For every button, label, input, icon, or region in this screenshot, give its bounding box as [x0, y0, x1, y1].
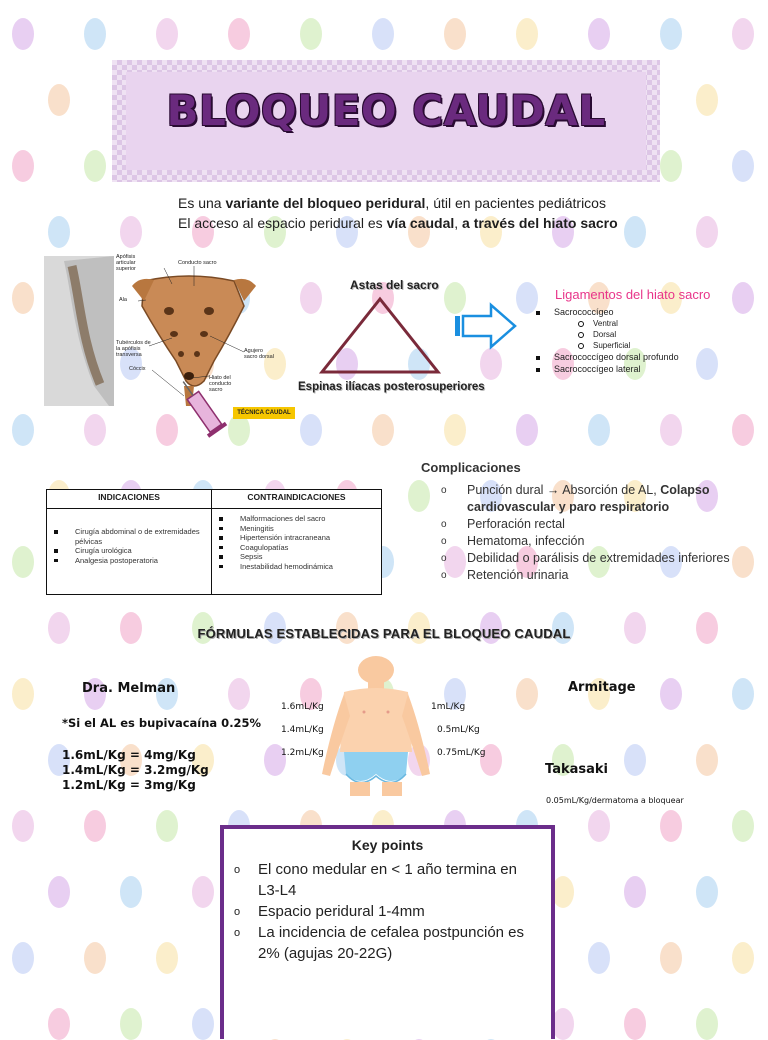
child-dose-right: 0.75mL/Kg: [437, 748, 486, 758]
polka-dot: [228, 18, 250, 50]
polka-dot: [732, 150, 754, 182]
complicaciones-list: [441, 482, 761, 584]
list-item: o Perforación rectal: [441, 516, 761, 533]
polka-dot: [192, 1008, 214, 1040]
list-item: o La incidencia de cefalea postpunción es 2% (agujas 20-22G): [232, 922, 538, 964]
polka-dot: [372, 414, 394, 446]
intro-line2-pre: El acceso al espacio peridural es: [178, 215, 387, 231]
polka-dot: [732, 18, 754, 50]
polka-dot: [624, 216, 646, 248]
polka-dot: [228, 678, 250, 710]
polka-dot: [696, 1008, 718, 1040]
polka-dot: [48, 1008, 70, 1040]
polka-dot: [588, 414, 610, 446]
list-item-label: Sacrococcígeo lateral: [554, 364, 641, 374]
list-item: [441, 482, 761, 516]
intro-line-1: [178, 193, 618, 213]
key-points-list: [232, 859, 538, 964]
list-item: o Debilidad o parálisis de extremidades inferiores: [441, 550, 761, 567]
list-item-label: Sacrococcígeo dorsal profundo: [554, 352, 679, 362]
sub-list-item-label: Superficial: [593, 341, 631, 350]
armitage-heading: Armitage: [568, 680, 636, 695]
polka-dot: [732, 282, 754, 314]
intro-line1-post: , útil en pacientes pediátricos: [425, 195, 606, 211]
intro-line1-bold: variante del bloqueo peridural: [225, 195, 426, 211]
polka-dot: [84, 810, 106, 842]
polka-dot: [732, 810, 754, 842]
indications-table: [46, 489, 382, 595]
takasaki-formula: 0.05mL/Kg/dermatoma a bloquear: [546, 796, 684, 805]
formulas-title: FÓRMULAS ESTABLECIDAS PARA EL BLOQUEO CAUDAL: [197, 626, 571, 641]
polka-dot: [480, 348, 502, 380]
sub-list-item-label: Ventral: [593, 319, 618, 328]
sub-list-item: [536, 329, 679, 340]
polka-dot: [84, 18, 106, 50]
key-points-title: Key points: [351, 837, 424, 853]
polka-dot: [660, 414, 682, 446]
polka-dot: [516, 678, 538, 710]
polka-dot: [372, 18, 394, 50]
polka-dot: [156, 942, 178, 974]
ligamentos-list: [536, 306, 679, 375]
polka-dot: [588, 942, 610, 974]
polka-dot: [660, 942, 682, 974]
intro-line2-bold1: vía caudal: [386, 215, 455, 231]
sub-list-item: [536, 318, 679, 329]
list-item: [536, 351, 679, 363]
polka-dot: [12, 414, 34, 446]
anatomy-label: Tubérculos de la apófisis transversa: [116, 340, 151, 358]
polka-dot: [12, 546, 34, 578]
polka-dot: [84, 942, 106, 974]
polka-dot: [696, 216, 718, 248]
list-item: [536, 306, 679, 318]
polka-dot: [12, 678, 34, 710]
list-item-label: Sacrococcígeo: [554, 307, 614, 317]
polka-dot: [120, 1008, 142, 1040]
polka-dot: [732, 678, 754, 710]
intro-line-2: [178, 213, 618, 233]
child-dose-right: 1mL/Kg: [431, 702, 466, 712]
table-row: Hipertensión intracraneana: [212, 533, 381, 543]
complicaciones-title: Complicaciones: [421, 460, 521, 475]
table-row: Coagulopatías: [212, 543, 381, 553]
melman-equation: 1.4mL/Kg = 3.2mg/Kg: [62, 763, 209, 777]
polka-dot: [444, 18, 466, 50]
arrow-icon: →: [546, 483, 560, 497]
polka-dot: [732, 942, 754, 974]
polka-dot: [696, 84, 718, 116]
polka-dot: [516, 282, 538, 314]
contraindicaciones-column: [212, 509, 381, 594]
list-item-bold: Colapso cardiovascular y paro respiratorio: [467, 483, 710, 514]
polka-dot: [660, 810, 682, 842]
triangle-bottom-label: Espinas ilíacas posterosuperiores: [298, 381, 485, 393]
child-body-illustration: [316, 656, 436, 796]
sub-list-item: [536, 340, 679, 351]
title-banner: [112, 60, 660, 182]
polka-dot: [624, 1008, 646, 1040]
list-item: o Espacio peridural 1-4mm: [232, 901, 538, 922]
anatomy-label: Cóccix: [129, 366, 146, 372]
intro-line2-bold2: a través del hiato sacro: [462, 215, 618, 231]
polka-dot: [660, 678, 682, 710]
list-item: [536, 363, 679, 375]
list-item: o Hematoma, infección: [441, 533, 761, 550]
indicaciones-column: [47, 509, 212, 594]
table-header-contraindicaciones: CONTRAINDICACIONES: [212, 490, 381, 509]
polka-dot: [696, 348, 718, 380]
table-row: Cirugía urológica: [47, 546, 211, 556]
intro-line1-pre: Es una: [178, 195, 226, 211]
polka-dot: [120, 876, 142, 908]
anatomy-label: Hiato del conducto sacro: [209, 375, 232, 393]
table-row: Analgesia postoperatoria: [47, 556, 211, 566]
polka-dot: [660, 18, 682, 50]
polka-dot: [516, 414, 538, 446]
takasaki-heading: Takasaki: [545, 762, 608, 777]
polka-dot: [48, 84, 70, 116]
polka-dot: [12, 810, 34, 842]
list-item: o Retención urinaria: [441, 567, 761, 584]
page-title: BLOQUEO CAUDAL: [166, 86, 606, 135]
polka-dot: [12, 942, 34, 974]
anatomy-label: Ala: [119, 297, 127, 303]
polka-dot: [12, 18, 34, 50]
table-row: Meningitis: [212, 524, 381, 534]
polka-dot: [408, 480, 430, 512]
anatomy-label: Apófisis articular superior: [116, 254, 136, 272]
polka-dot: [156, 810, 178, 842]
polka-dot: [444, 414, 466, 446]
list-item-text: Absorción de AL,: [559, 483, 661, 497]
list-item-text: Punción dural: [467, 483, 547, 497]
melman-heading: Dra. Melman: [82, 681, 176, 696]
polka-dot: [48, 876, 70, 908]
melman-equation: 1.2mL/Kg = 3mg/Kg: [62, 778, 196, 792]
triangle-top-label: Astas del sacro: [350, 278, 439, 292]
table-row: Sepsis: [212, 552, 381, 562]
right-arrow-icon: [455, 302, 517, 350]
table-row: Malformaciones del sacro: [212, 514, 381, 524]
intro-text: [178, 193, 618, 233]
table-header-indicaciones: INDICACIONES: [47, 490, 212, 509]
list-item: o El cono medular en < 1 año termina en L3-L4: [232, 859, 538, 901]
melman-equation: 1.6mL/Kg = 4mg/Kg: [62, 748, 196, 762]
key-points-box: [220, 825, 555, 1039]
polka-dot: [300, 18, 322, 50]
polka-dot: [660, 150, 682, 182]
polka-dot: [696, 744, 718, 776]
polka-dot: [588, 18, 610, 50]
sub-list-item-label: Dorsal: [593, 330, 617, 339]
child-dose-left: 1.2mL/Kg: [281, 748, 324, 758]
child-dose-right: 0.5mL/Kg: [437, 725, 480, 735]
polka-dot: [624, 744, 646, 776]
polka-dot: [552, 1008, 574, 1040]
polka-dot: [84, 150, 106, 182]
melman-note: *Si el AL es bupivacaína 0.25%: [62, 716, 262, 730]
child-dose-left: 1.4mL/Kg: [281, 725, 324, 735]
polka-dot: [552, 876, 574, 908]
polka-dot: [624, 876, 646, 908]
intro-line2-mid: ,: [454, 215, 463, 231]
polka-dot: [156, 18, 178, 50]
polka-dot: [696, 876, 718, 908]
polka-dot: [48, 216, 70, 248]
table-row: Cirugía abdominal o de extremidades pélvicas: [47, 527, 211, 546]
polka-dot: [12, 282, 34, 314]
polka-dot: [732, 414, 754, 446]
anatomy-label: Conducto sacro: [178, 260, 217, 266]
polka-dot: [12, 150, 34, 182]
ligamentos-title: Ligamentos del hiato sacro: [555, 287, 711, 302]
polka-dot: [120, 216, 142, 248]
tecnica-caudal-label: TÉCNICA CAUDAL: [233, 407, 295, 419]
polka-dot: [192, 876, 214, 908]
child-dose-left: 1.6mL/Kg: [281, 702, 324, 712]
anatomy-label: Agujero sacro dorsal: [244, 348, 274, 360]
landmark-triangle: [318, 296, 442, 376]
polka-dot: [300, 414, 322, 446]
table-row: Inestabilidad hemodinámica: [212, 562, 381, 572]
polka-dot: [516, 18, 538, 50]
polka-dot: [588, 810, 610, 842]
